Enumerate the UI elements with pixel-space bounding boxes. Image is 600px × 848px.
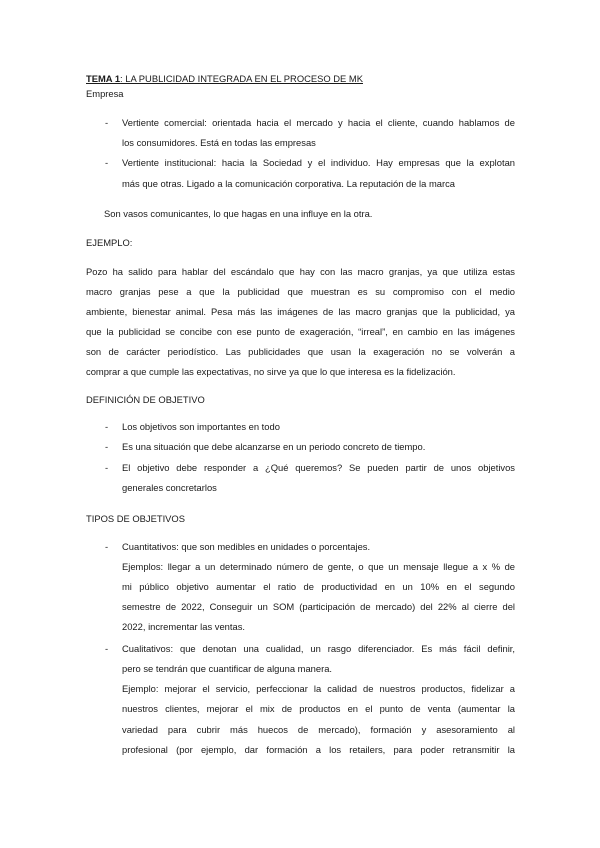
bullet-marker: - bbox=[105, 421, 109, 432]
vertiente-comercial-line-2: los consumidores. Está en todas las empresas bbox=[122, 137, 316, 148]
definicion-item-3-line-1: El objetivo debe responder a ¿Qué queremos? Se pueden partir de unos objetivos bbox=[122, 462, 515, 473]
bullet-marker: - bbox=[105, 157, 109, 168]
cualitativos-line: Cualitativos: que denotan una cualidad, un rasgo diferenciador. Es más fácil definir, bbox=[122, 643, 515, 654]
cuantitativos-line: mi público objetivo aumentar el ratio de productividad en un 10% en el segundo bbox=[122, 581, 515, 592]
tipos-heading: TIPOS DE OBJETIVOS bbox=[86, 513, 185, 524]
vasos-comunicantes-text: Son vasos comunicantes, lo que hagas en una influye en la otra. bbox=[104, 208, 373, 219]
bullet-marker: - bbox=[105, 643, 109, 654]
bullet-marker: - bbox=[105, 441, 109, 452]
vertiente-comercial-line-1: Vertiente comercial: orientada hacia el mercado y hacia el cliente, cuando hablamos de bbox=[122, 117, 515, 128]
definicion-item-1: Los objetivos son importantes en todo bbox=[122, 421, 280, 432]
vertiente-institucional-line-1: Vertiente institucional: hacia la Sociedad y el individuo. Hay empresas que la explotan bbox=[122, 157, 515, 168]
bullet-marker: - bbox=[105, 541, 109, 552]
ejemplo-line: ambiente, bienestar animal. Pesa más las imágenes de las macro granjas que la publicidad, ya bbox=[86, 306, 515, 317]
cualitativos-line: profesional (por ejemplo, dar formación a los retailers, para poder retransmitir la bbox=[122, 744, 515, 755]
bullet-marker: - bbox=[105, 462, 109, 473]
bullet-marker: - bbox=[105, 117, 109, 128]
tema-label: TEMA 1 bbox=[86, 73, 121, 84]
ejemplo-heading: EJEMPLO: bbox=[86, 237, 133, 248]
cuantitativos-line: Cuantitativos: que son medibles en unidades o porcentajes. bbox=[122, 541, 371, 552]
definicion-item-3-line-2: generales concretarlos bbox=[122, 482, 217, 493]
vertiente-institucional-line-2: más que otras. Ligado a la comunicación corporativa. La reputación de la marca bbox=[122, 178, 456, 189]
ejemplo-line: comprar a que cumple las expectativas, no sirve ya que lo que interesa es la fidelización. bbox=[86, 366, 456, 377]
ejemplo-line: que la publicidad se concibe con ese punto de exageración, “irreal”, en cambio en las imágenes bbox=[86, 326, 515, 337]
ejemplo-line: son de carácter periodístico. Las publicidades que usan la exageración no se volverán a bbox=[86, 346, 515, 357]
cuantitativos-line: semestre de 2022, Conseguir un SOM (participación de mercado) del 22% al cierre del bbox=[122, 601, 515, 612]
ejemplo-line: Pozo ha salido para hablar del escándalo que hay con las macro granjas, ya que utiliza estas bbox=[86, 266, 515, 277]
tema-title: : LA PUBLICIDAD INTEGRADA EN EL PROCESO DE MK bbox=[120, 73, 363, 84]
cualitativos-line: pero se tendrán que cuantificar de alguna manera. bbox=[122, 663, 333, 674]
ejemplo-line: macro granjas pese a que la publicidad que muestran es su compromiso con el medio bbox=[86, 286, 515, 297]
cualitativos-line: nuestros clientes, mejorar el mix de productos en el punto de venta (aumentar la bbox=[122, 703, 515, 714]
page-title bbox=[86, 73, 363, 85]
cuantitativos-line: Ejemplos: llegar a un determinado número de gente, o que un mensaje llegue a x % de bbox=[122, 561, 515, 572]
cualitativos-line: variedad para cubrir más huecos de mercado), formación y asesoramiento al bbox=[122, 724, 515, 735]
definicion-heading: DEFINICIÓN DE OBJETIVO bbox=[86, 394, 205, 405]
cualitativos-line: Ejemplo: mejorar el servicio, perfeccionar la calidad de nuestros productos, fidelizar a bbox=[122, 683, 515, 694]
cuantitativos-line: 2022, incrementar las ventas. bbox=[122, 621, 245, 632]
definicion-item-2: Es una situación que debe alcanzarse en un periodo concreto de tiempo. bbox=[122, 441, 426, 452]
subtitle: Empresa bbox=[86, 88, 124, 99]
